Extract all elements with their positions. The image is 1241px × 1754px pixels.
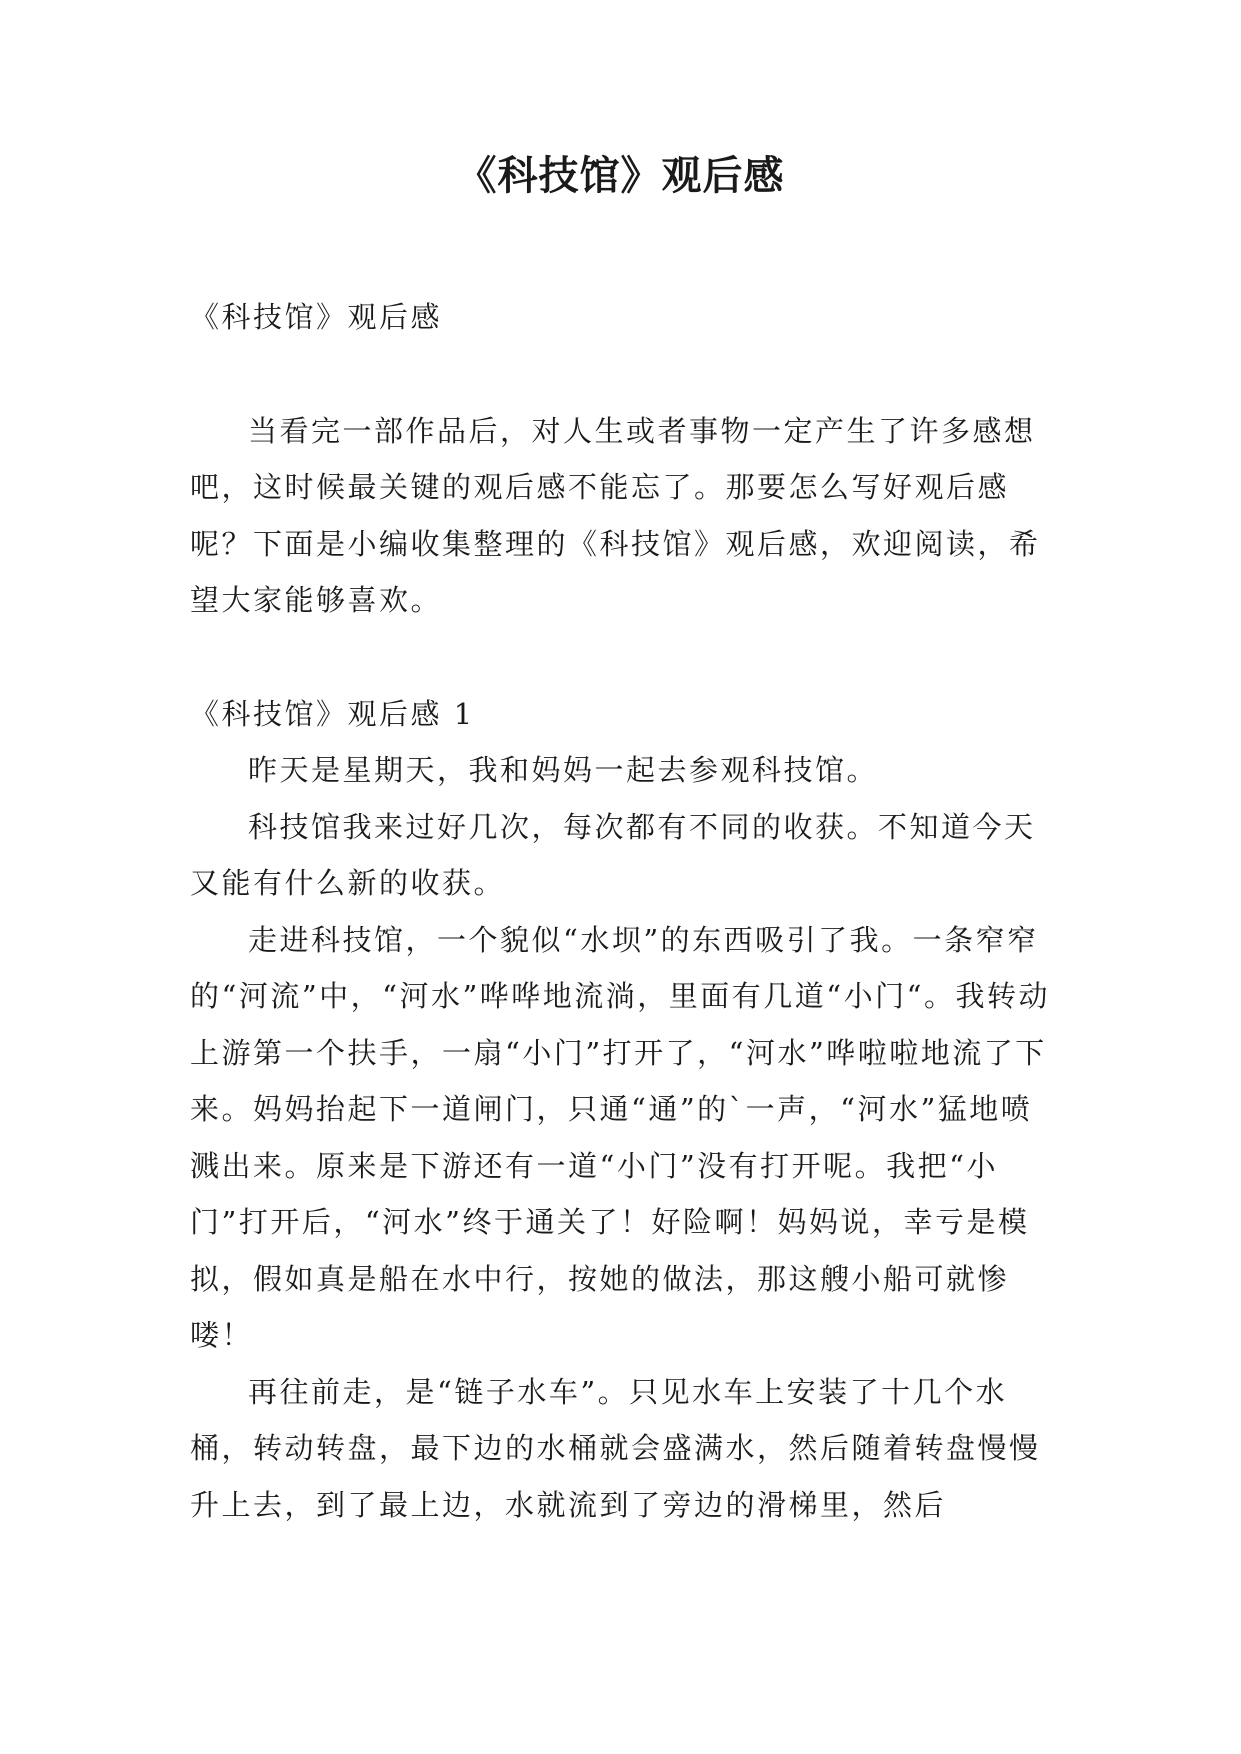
- body-paragraph: 科技馆我来过好几次，每次都有不同的收获。不知道今天又能有什么新的收获。: [190, 809, 1036, 900]
- body-paragraph: 再往前走，是“链子水车”。只见水车上安装了十几个水桶，转动转盘，最下边的水桶就会盛满水，然后随着转盘慢慢升上去，到了最上边，水就流到了旁边的滑梯里，然后: [190, 1374, 1041, 1522]
- document-title: 《科技馆》观后感: [456, 152, 785, 199]
- spacer: [190, 346, 1050, 403]
- spacer: [190, 629, 1050, 686]
- body-paragraph: 走进科技馆，一个貌似“水坝”的东西吸引了我。一条窄窄的“河流”中，“河水”哗哗地流淌，里面有几道“小门“。我转动上游第一个扶手，一扇“小门”打开了，“河水”哗啦啦地流了下来。妈妈抬起下一道闸门，只通“通”的`一声，“河水”猛地喷溅出来。原来是下游还有一道“小门”没有打开呢。我把“小门”打开后，“河水”终于通关了！好险啊！妈妈说，幸亏是模拟，假如真是船在水中行，按她的做法，那这艘小船可就惨喽！: [190, 922, 1050, 1352]
- intro-paragraph: 当看完一部作品后，对人生或者事物一定产生了许多感想吧，这时候最关键的观后感不能忘了。那要怎么写好观后感呢？下面是小编收集整理的《科技馆》观后感，欢迎阅读，希望大家能够喜欢。: [190, 413, 1041, 617]
- body-paragraph: 昨天是星期天，我和妈妈一起去参观科技馆。: [248, 753, 879, 787]
- document-subtitle: 《科技馆》观后感: [190, 300, 443, 334]
- document-body: [190, 289, 1050, 1533]
- section-heading: 《科技馆》观后感 1: [190, 696, 475, 731]
